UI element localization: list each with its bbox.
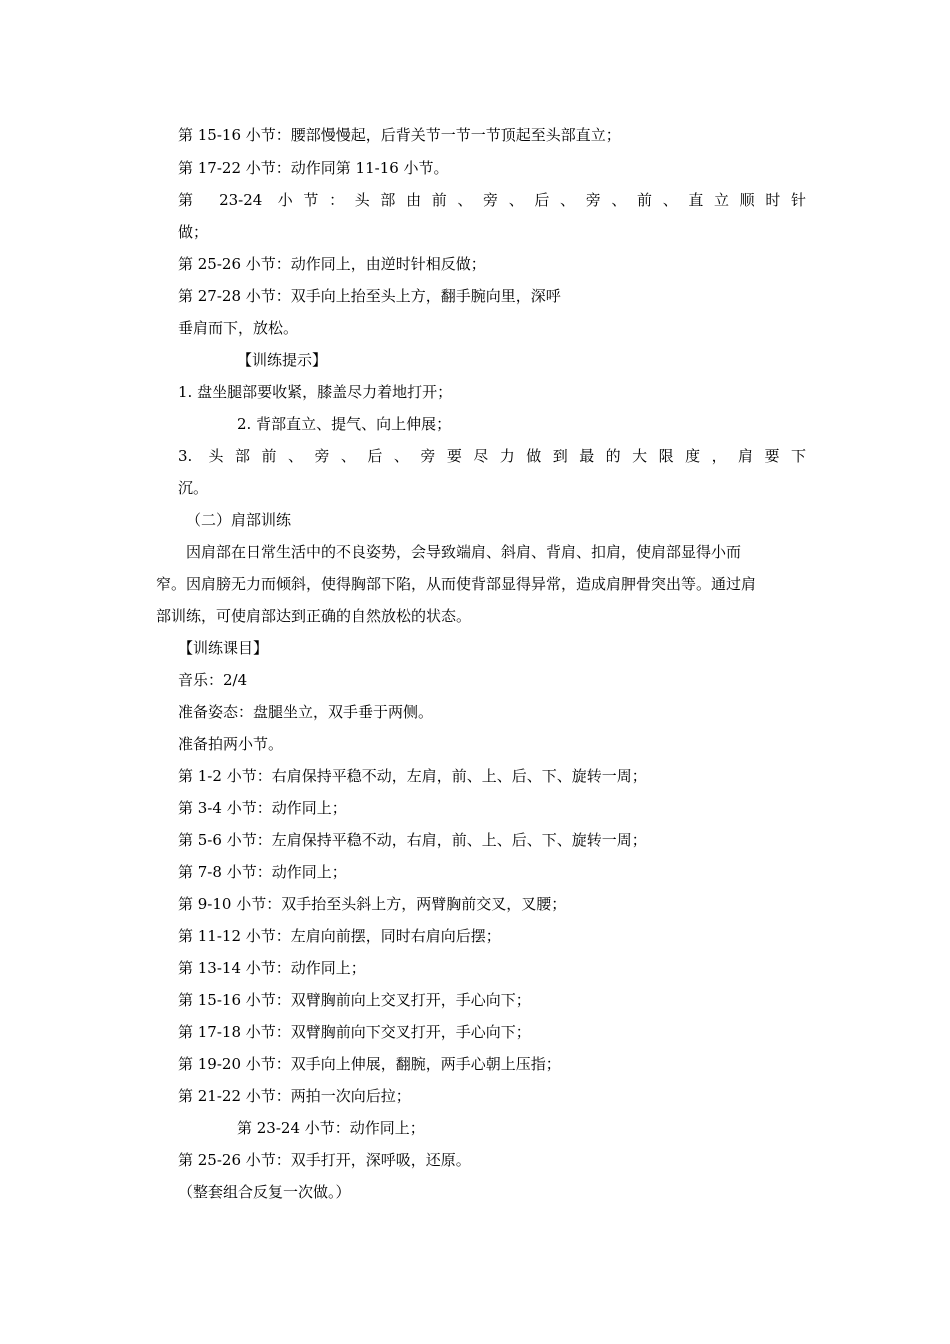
text-line-28: 第 15-16 小节：双臂胸前向上交叉打开，手心向下； bbox=[178, 991, 531, 1009]
text-line-33: 第 25-26 小节：双手打开，深呼吸，还原。 bbox=[178, 1151, 471, 1169]
text-line-31: 第 21-22 小节：两拍一次向后拉； bbox=[178, 1087, 411, 1105]
paragraph-line-3: 部训练，可使肩部达到正确的自然放松的状态。 bbox=[156, 607, 472, 625]
text-line-9: 1. 盘坐腿部要收紧，膝盖尽力着地打开； bbox=[178, 383, 453, 401]
text-line-30: 第 19-20 小节：双手向上伸展，翻腕，两手心朝上压指； bbox=[178, 1055, 561, 1073]
section-heading-shoulder: （二）肩部训练 bbox=[186, 511, 292, 529]
text-line-22: 第 3-4 小节：动作同上； bbox=[178, 799, 347, 817]
text-line-6: 第 27-28 小节：双手向上抬至头上方，翻手腕向里，深呼 bbox=[178, 287, 561, 305]
paragraph-line-1: 因肩部在日常生活中的不良姿势，会导致端肩、斜肩、背肩、扣肩，使肩部显得小而 bbox=[186, 543, 742, 561]
text-line-1: 第 15-16 小节：腰部慢慢起，后背关节一节一节顶起至头部直立； bbox=[178, 126, 621, 144]
text-line-3: 第 23-24 小节：头部由前、旁、后、旁、前、直立顺时针 bbox=[178, 191, 806, 209]
text-line-32: 第 23-24 小节：动作同上； bbox=[237, 1119, 425, 1137]
text-line-11: 3. 头部前、旁、后、旁要尽力做到最的大限度，肩要下 bbox=[178, 447, 806, 465]
text-line-4: 做； bbox=[178, 223, 209, 241]
text-line-10: 2. 背部直立、提气、向上伸展； bbox=[237, 415, 452, 433]
text-line-23: 第 5-6 小节：左肩保持平稳不动，右肩，前、上、后、下、旋转一周； bbox=[178, 831, 647, 849]
section-heading-training-tips: 【训练提示】 bbox=[237, 351, 328, 369]
text-line-24: 第 7-8 小节：动作同上； bbox=[178, 863, 347, 881]
text-line-27: 第 13-14 小节：动作同上； bbox=[178, 959, 366, 977]
text-line-34: （整套组合反复一次做。） bbox=[178, 1183, 351, 1201]
text-line-20: 准备拍两小节。 bbox=[178, 735, 284, 753]
section-heading-training-items: 【训练课目】 bbox=[178, 639, 269, 657]
text-line-18: 音乐：2/4 bbox=[178, 671, 248, 689]
text-line-7: 垂肩而下，放松。 bbox=[178, 319, 299, 337]
paragraph-line-2: 窄。因肩膀无力而倾斜，使得胸部下陷，从而使背部显得异常，造成肩胛骨突出等。通过肩 bbox=[156, 575, 757, 593]
text-line-2: 第 17-22 小节：动作同第 11-16 小节。 bbox=[178, 159, 449, 177]
text-line-5: 第 25-26 小节：动作同上，由逆时针相反做； bbox=[178, 255, 486, 273]
text-line-26: 第 11-12 小节：左肩向前摆，同时右肩向后摆； bbox=[178, 927, 501, 945]
text-line-19: 准备姿态：盘腿坐立，双手垂于两侧。 bbox=[178, 703, 434, 721]
text-line-25: 第 9-10 小节：双手抬至头斜上方，两臂胸前交叉，叉腰； bbox=[178, 895, 567, 913]
text-line-29: 第 17-18 小节：双臂胸前向下交叉打开，手心向下； bbox=[178, 1023, 531, 1041]
text-line-21: 第 1-2 小节：右肩保持平稳不动，左肩，前、上、后、下、旋转一周； bbox=[178, 767, 647, 785]
text-line-12: 沉。 bbox=[178, 479, 209, 497]
